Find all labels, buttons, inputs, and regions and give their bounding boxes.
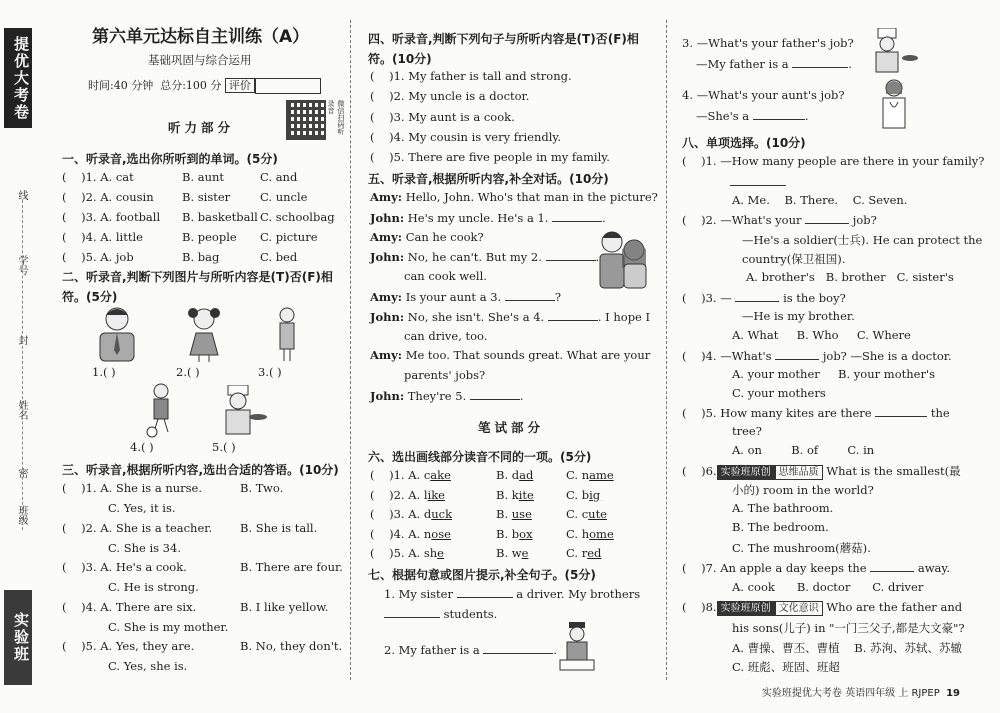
s5-line-8: can drive, too. — [404, 328, 488, 343]
s1-item-4-c: C. picture — [260, 230, 318, 244]
page-footer: 实验班提优大考卷 英语四年级 上 RJPEP 19 — [761, 688, 960, 699]
id-label: 学号 — [16, 255, 27, 275]
s3-item-4-b: B. I like yellow. — [240, 599, 329, 614]
s5-line-10: parents' jobs? — [404, 368, 486, 383]
s1-item-1-c: C. and — [260, 170, 298, 184]
section-6-heading: 六、选出画线部分读音不同的一项。(5分) — [368, 450, 592, 464]
s7-q3-answer: —My father is a . — [696, 57, 852, 71]
s6-item-3-c: C. cute — [566, 507, 607, 522]
s1-item-1-b: B. aunt — [182, 170, 225, 184]
s8-q6-option-a: A. The bathroom. — [732, 501, 834, 515]
s3-item-4: ( )4. A. There are six. — [62, 599, 197, 614]
s6-item-4: ( )4. A. nose — [370, 526, 451, 541]
s6-item-5-c: C. red — [566, 546, 602, 561]
s8-q1-options: A. Me. B. There. C. Seven. — [732, 193, 908, 207]
original-tag: 实验班原创 — [717, 465, 775, 480]
brand-bottom: 实验班 — [4, 590, 32, 685]
s8-q6-option-b: B. The bedroom. — [732, 520, 829, 534]
s8-q6-option-c: C. The mushroom(蘑菇). — [732, 541, 871, 555]
brand-top: 提优大考卷 — [4, 28, 32, 128]
s7-q1: 1. My sister a driver. My brothers — [384, 587, 641, 601]
s1-item-2-c: C. uncle — [260, 190, 308, 204]
s3-item-1-c: C. Yes, it is. — [108, 501, 176, 515]
binding-margin — [0, 0, 36, 713]
s3-item-5-c: C. Yes, she is. — [108, 659, 188, 673]
s8-q4-options: A. your mother B. your mother's — [732, 367, 936, 381]
s3-item-1: ( )1. A. She is a nurse. — [62, 481, 203, 495]
s7-q1-cont: students. — [384, 606, 497, 621]
s8-q1-blank — [730, 174, 786, 189]
s3-item-1-b: B. Two. — [240, 481, 284, 495]
s8-q6: ( )6. 实验班原创 思维品质 What is the smallest(最 — [682, 464, 961, 478]
s5-line-7: John: No, she isn't. She's a 4. . I hope I — [370, 309, 651, 324]
s8-q5-options: A. on B. of C. in — [732, 443, 875, 457]
s7-q4-answer: —She's a . — [696, 109, 809, 123]
skill-tag: 思维品质 — [775, 465, 823, 480]
s6-item-3: ( )3. A. duck — [370, 507, 453, 522]
s8-q6-line2: 小的) room in the world? — [732, 483, 874, 497]
couple-picture — [592, 228, 652, 290]
s8-q7-options: A. cook B. doctor C. driver — [732, 580, 924, 594]
section-3-heading: 三、听录音,根据所听内容,选出合适的答语。(10分) — [62, 463, 339, 477]
s1-item-5-b: B. bag — [182, 250, 220, 264]
s8-q5-line2: tree? — [732, 424, 762, 438]
s1-item-4-b: B. people — [182, 230, 237, 244]
s8-q1: ( )1. —How many people are there in your family? — [682, 154, 985, 168]
s6-item-5: ( )5. A. she — [370, 546, 444, 561]
woman-illustration — [272, 305, 302, 363]
column-divider-1 — [350, 20, 351, 680]
section-7-heading: 七、根据句意或图片提示,补全句子。(5分) — [368, 568, 596, 582]
s5-line-9: Amy: Me too. That sounds great. What are your — [370, 348, 651, 363]
section-4-heading-cont: 符。(10分) — [368, 52, 432, 66]
pic-label-3[interactable]: 3.( ) — [258, 365, 282, 379]
s6-item-1-b: B. dad — [496, 468, 534, 482]
man-with-tie-illustration — [92, 305, 142, 363]
written-heading: 笔试部分 — [478, 420, 545, 435]
pic-label-4[interactable]: 4.( ) — [130, 440, 154, 454]
seal-2: 封 — [16, 335, 27, 345]
s5-line-5: can cook well. — [404, 269, 487, 284]
section-2-heading: 二、听录音,判断下列图片与所听内容是(T)否(F)相 — [62, 270, 333, 284]
s7-q4: 4. —What's your aunt's job? — [682, 88, 845, 102]
s8-q5: ( )5. How many kites are there the — [682, 406, 950, 420]
s3-item-3-c: C. He is strong. — [108, 580, 199, 594]
s4-item-1: ( )1. My father is tall and strong. — [370, 69, 572, 83]
s8-q4-options-2: C. your mothers — [732, 386, 826, 400]
s4-item-3: ( )3. My aunt is a cook. — [370, 109, 515, 124]
s8-q3-options: A. What B. Who C. Where — [732, 328, 911, 342]
s5-line-4: John: No, he can't. But my 2. . — [370, 250, 600, 265]
page-number: 19 — [946, 688, 960, 699]
s8-q4: ( )4. —What's job? —She is a doctor. — [682, 349, 952, 363]
s1-item-3: ( )3. A. football — [62, 210, 161, 224]
s8-q3-line2: —He is my brother. — [742, 309, 855, 323]
s3-item-5-b: B. No, they don't. — [240, 639, 343, 653]
seal-line — [22, 200, 23, 530]
column-divider-2 — [666, 20, 667, 680]
s1-item-5: ( )5. A. job — [62, 250, 134, 264]
original-tag-2: 实验班原创 — [717, 601, 775, 616]
s7-q3: 3. —What's your father's job? — [682, 36, 854, 50]
s1-item-3-c: C. schoolbag — [260, 210, 335, 224]
s4-item-4: ( )4. My cousin is very friendly. — [370, 129, 562, 144]
s5-line-11: John: They're 5. . — [370, 389, 524, 403]
s3-item-2-b: B. She is tall. — [240, 520, 318, 535]
s8-q7: ( )7. An apple a day keeps the away. — [682, 561, 951, 575]
s3-item-5: ( )5. A. Yes, they are. — [62, 639, 195, 653]
s7-q2: 2. My father is a . — [384, 643, 558, 657]
s8-q8-line2: his sons(儿子) in "一门三父子,都是大文豪"? — [732, 621, 965, 635]
police-officer-picture — [558, 622, 596, 672]
s1-item-2-b: B. sister — [182, 190, 231, 204]
s3-item-2-c: C. She is 34. — [108, 540, 181, 555]
seal-3: 密 — [16, 468, 27, 478]
section-4-heading: 四、听录音,判断下列句子与所听内容是(T)否(F)相 — [368, 32, 639, 46]
s6-item-2-c: C. big — [566, 487, 601, 502]
s8-q2-options: A. brother's B. brother C. sister's — [746, 270, 954, 284]
culture-tag: 文化意识 — [775, 601, 823, 616]
section-5-heading: 五、听录音,根据所听内容,补全对话。(10分) — [368, 172, 609, 186]
s4-item-5: ( )5. There are five people in my family. — [370, 150, 610, 165]
pic-label-5[interactable]: 5.( ) — [212, 440, 236, 454]
girl-illustration — [184, 305, 224, 363]
s5-line-1: Amy: Hello, John. Who's that man in the picture? — [370, 190, 658, 204]
section-2-heading-cont: 符。(5分) — [62, 290, 118, 304]
qr-code[interactable] — [286, 100, 326, 140]
s6-item-2-b: B. kite — [496, 487, 534, 502]
s1-item-5-c: C. bed — [260, 250, 298, 264]
cook-illustration — [212, 385, 268, 437]
time-info: 时间:40 分钟 总分:100 分 评价 — [88, 77, 321, 94]
s8-q8-options: A. 曹操、曹丕、曹植 B. 苏洵、苏轼、苏辙 — [732, 641, 963, 655]
seal-1: 线 — [16, 190, 27, 200]
s8-q3: ( )3. — is the boy? — [682, 291, 846, 305]
s8-q8: ( )8. 实验班原创 文化意识 Who are the father and — [682, 600, 963, 614]
s8-q2: ( )2. —What's your job? — [682, 213, 877, 227]
s6-item-2: ( )2. A. like — [370, 487, 445, 502]
pic-label-1[interactable]: 1.( ) — [92, 365, 116, 379]
class-label: 班级 — [16, 505, 27, 525]
s3-item-3: ( )3. A. He's a cook. — [62, 560, 187, 574]
s3-item-3-b: B. There are four. — [240, 560, 343, 574]
page-title: 第六单元达标自主训练（A） — [92, 27, 310, 47]
page-subtitle: 基础巩固与综合运用 — [148, 53, 252, 67]
name-label: 姓名 — [16, 400, 27, 420]
s6-item-1: ( )1. A. cake — [370, 468, 451, 482]
s4-item-2: ( )2. My uncle is a doctor. — [370, 89, 530, 104]
football-player-illustration — [146, 382, 176, 438]
section-8-heading: 八、单项选择。(10分) — [682, 136, 806, 150]
chef-picture — [868, 28, 920, 74]
s5-line-3: Amy: Can he cook? — [370, 229, 484, 244]
listening-heading: 听力部分 — [168, 120, 235, 135]
s6-item-4-c: C. home — [566, 526, 614, 541]
pic-label-2[interactable]: 2.( ) — [176, 365, 200, 379]
s6-item-1-c: C. name — [566, 468, 614, 482]
s6-item-4-b: B. box — [496, 526, 533, 541]
qr-note: 微信扫码听录音 — [327, 100, 345, 135]
s1-item-3-b: B. basketball — [182, 210, 258, 224]
s8-q8-options-2: C. 班彪、班固、班超 — [732, 660, 840, 674]
s6-item-3-b: B. use — [496, 507, 532, 522]
s1-item-1: ( )1. A. cat — [62, 170, 134, 184]
section-1-heading: 一、听录音,选出你所听到的单词。(5分) — [62, 152, 278, 166]
s3-item-4-c: C. She is my mother. — [108, 619, 229, 634]
doctor-picture — [876, 78, 912, 132]
s1-item-2: ( )2. A. cousin — [62, 190, 154, 204]
s3-item-2: ( )2. A. She is a teacher. — [62, 520, 213, 535]
s8-q2-line3: country(保卫祖国). — [742, 252, 846, 266]
s6-item-5-b: B. we — [496, 546, 529, 561]
s5-line-2: John: He's my uncle. He's a 1. . — [370, 210, 606, 225]
s5-line-6: Amy: Is your aunt a 3. ? — [370, 290, 562, 304]
s8-q2-line2: —He's a soldier(士兵). He can protect the — [742, 233, 983, 247]
s1-item-4: ( )4. A. little — [62, 230, 143, 244]
